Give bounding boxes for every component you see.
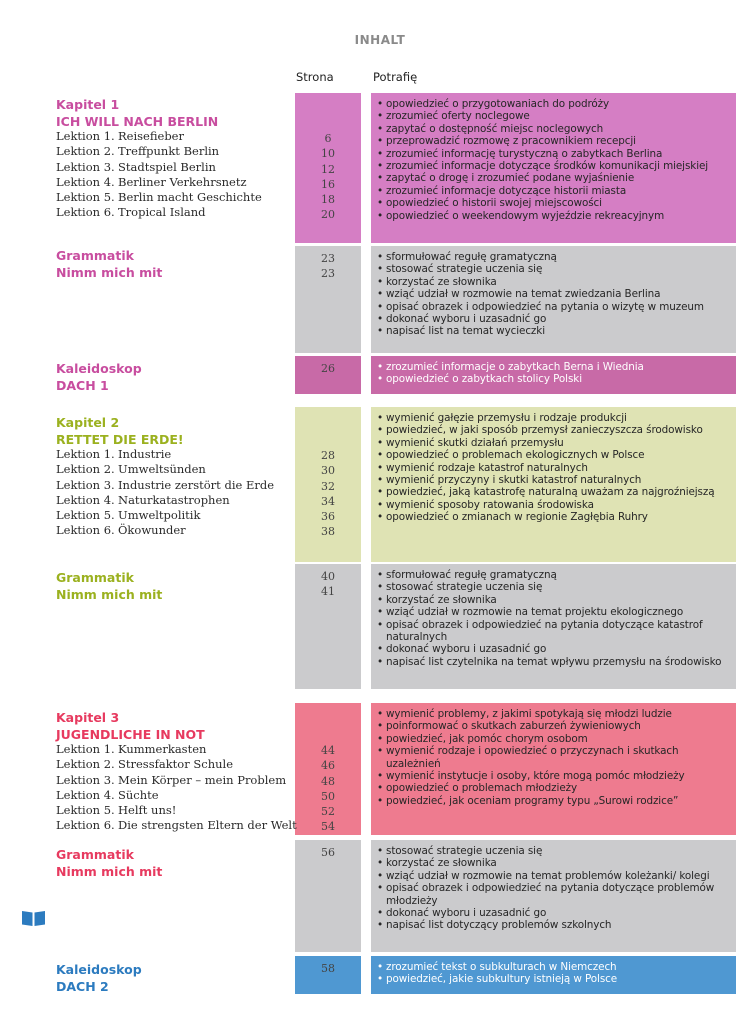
lesson-title: Tropical Island (118, 205, 206, 220)
page-number: 56 (321, 846, 335, 859)
lesson-title: Umweltpolitik (118, 508, 201, 523)
skill-item (377, 449, 728, 461)
skill-text: zrozumieć informacje dotyczące historii miasta (386, 184, 627, 197)
bullet-icon: • (377, 110, 384, 123)
skill-text: korzystać ze słownika (386, 857, 497, 870)
skill-text: powiedzieć, jaką katastrofę naturalną uważam za najgroźniejszą (386, 486, 715, 499)
skills-k3 (371, 703, 736, 835)
bullet-icon: • (377, 919, 384, 932)
kapitel-number: Kapitel 3 (56, 710, 120, 725)
bullet-icon: • (377, 135, 384, 148)
skill-text: wymienić przyczyny i skutki katastrof naturalnych (386, 474, 642, 487)
skill-text: napisać list dotyczący problemów szkolnych (386, 919, 612, 932)
page-numbers (295, 961, 361, 976)
lesson-row[interactable] (56, 523, 274, 538)
skills-d2 (371, 956, 736, 994)
skill-text: wziąć udział w rozmowie na temat projektu ekologicznego (386, 606, 684, 619)
lesson-title: Helft uns! (118, 803, 177, 818)
lesson-number: Lektion 2. (56, 462, 115, 477)
skill-item (377, 474, 728, 486)
section-sublabel: Nimm mich mit (56, 265, 163, 280)
bullet-icon: • (377, 655, 384, 668)
skill-item (377, 569, 728, 581)
page-number: 26 (321, 362, 335, 375)
lesson-row[interactable] (56, 773, 297, 788)
bullet-icon: • (377, 313, 384, 326)
page-number: 54 (321, 820, 335, 834)
kapitel-number: Kapitel 2 (56, 415, 120, 430)
skill-text: sformułować regułę gramatyczną (386, 251, 557, 263)
section-sublabel: Nimm mich mit (56, 587, 163, 602)
page-number: 36 (321, 510, 335, 524)
lesson-row[interactable] (56, 478, 274, 493)
skill-text: wymienić gałęzie przemysłu i rodzaje produkcji (386, 412, 627, 424)
page-number: 44 (321, 744, 335, 757)
kapitel-name: ICH WILL NACH BERLIN (56, 114, 219, 129)
lesson-row[interactable] (56, 803, 297, 818)
page-number: 23 (321, 267, 335, 281)
page-number: 23 (321, 252, 335, 265)
bullet-icon: • (377, 593, 384, 606)
skills-g1 (371, 246, 736, 353)
lesson-row[interactable] (56, 190, 262, 205)
lesson-number: Lektion 4. (56, 174, 115, 189)
skill-text: wziąć udział w rozmowie na temat problemów koleżanki/ kolegi (386, 869, 710, 882)
lesson-number: Lektion 5. (56, 508, 115, 523)
skill-text: wziąć udział w rozmowie na temat zwiedzania Berlina (386, 288, 661, 301)
lesson-title: Süchte (118, 787, 159, 802)
bullet-icon: • (377, 160, 384, 173)
lesson-title: Naturkatastrophen (118, 492, 230, 507)
skill-item (377, 251, 728, 263)
skill-text: opowiedzieć o weekendowym wyjeździe rekreacyjnym (386, 209, 665, 222)
skill-text: wymienić sposoby ratowania środowiska (386, 498, 594, 511)
skill-item (377, 361, 728, 373)
lesson-row[interactable] (56, 205, 262, 220)
skill-text: opowiedzieć o zabytkach stolicy Polski (386, 373, 582, 386)
section-label: Grammatik (56, 847, 134, 862)
skill-item (377, 656, 728, 668)
lesson-list (56, 129, 262, 221)
skill-text: zrozumieć tekst o subkulturach w Niemczech (386, 961, 617, 973)
lesson-number: Lektion 3. (56, 159, 115, 174)
skill-text: dokonać wyboru i uzasadnić go (386, 907, 547, 920)
page-number: 38 (321, 525, 335, 539)
skill-item (377, 745, 728, 770)
bullet-icon: • (377, 263, 384, 276)
page-number: 30 (321, 464, 335, 478)
skills-g2 (371, 564, 736, 689)
lesson-number: Lektion 1. (56, 742, 115, 756)
skill-text: poinformować o skutkach zaburzeń żywieniowych (386, 720, 641, 733)
lesson-number: Lektion 6. (56, 205, 115, 220)
skill-text: napisać list na temat wycieczki (386, 325, 545, 338)
page-number: 40 (321, 570, 335, 583)
section-label: Grammatik (56, 248, 134, 263)
lesson-number: Lektion 5. (56, 803, 115, 818)
page-number: 6 (324, 132, 332, 145)
kapitel-number: Kapitel 1 (56, 97, 120, 112)
skill-item (377, 511, 728, 523)
lesson-number: Lektion 4. (56, 492, 115, 507)
skill-text: napisać list czytelnika na temat wpływu przemysłu na środowisko (386, 655, 722, 668)
skill-text: sformułować regułę gramatyczną (386, 569, 557, 581)
skill-text: przeprowadzić rozmowę z pracownikiem recepcji (386, 135, 636, 148)
skill-text: opowiedzieć o zmianach w regionie Zagłębia Ruhry (386, 511, 648, 524)
skill-item (377, 594, 728, 606)
skill-text: wymienić rodzaje katastrof naturalnych (386, 461, 588, 474)
skill-text: korzystać ze słownika (386, 593, 497, 606)
lesson-title: Berlin macht Geschichte (118, 190, 262, 205)
bullet-icon: • (377, 361, 384, 373)
skill-text: powiedzieć, jak pomóc chorym osobom (386, 732, 588, 745)
section-sublabel: Nimm mich mit (56, 864, 163, 879)
lesson-row[interactable] (56, 447, 274, 462)
lesson-title: Kummerkasten (118, 742, 207, 756)
lesson-row[interactable] (56, 129, 262, 144)
bullet-icon: • (377, 869, 384, 882)
skill-item (377, 276, 728, 288)
lesson-number: Lektion 5. (56, 190, 115, 205)
skill-text: wymienić problemy, z jakimi spotykają się młodzi ludzie (386, 708, 672, 720)
bullet-icon: • (377, 122, 384, 135)
skill-item (377, 486, 728, 498)
bullet-icon: • (377, 732, 384, 745)
skill-text: opowiedzieć o problemach młodzieży (386, 782, 578, 795)
bullet-icon: • (377, 197, 384, 210)
skill-text: zrozumieć informacje o zabytkach Berna i Wiednia (386, 361, 644, 373)
skill-text: stosować strategie uczenia się (386, 263, 543, 276)
bullet-icon: • (377, 275, 384, 288)
bullet-icon: • (377, 486, 384, 499)
skill-text: opisać obrazek i odpowiedzieć na pytania dotyczące problemów młodzieży (386, 882, 715, 907)
skill-item (377, 581, 728, 593)
page-numbers (295, 569, 361, 600)
page-number: 48 (321, 774, 335, 788)
lesson-number: Lektion 2. (56, 144, 115, 159)
page-number: 34 (321, 494, 335, 508)
bullet-icon: • (377, 961, 384, 973)
skill-item (377, 373, 728, 385)
skill-text: dokonać wyboru i uzasadnić go (386, 313, 547, 326)
skill-item (377, 263, 728, 275)
skill-text: opisać obrazek i odpowiedzieć na pytania o wizytę w muzeum (386, 300, 704, 313)
skill-item (377, 720, 728, 732)
skill-item (377, 210, 728, 222)
lesson-row[interactable] (56, 788, 297, 803)
page-numbers (295, 251, 361, 282)
lesson-number: Lektion 6. (56, 818, 115, 833)
page-number: 50 (321, 789, 335, 803)
skill-item (377, 301, 728, 313)
lesson-title: Industrie (118, 447, 172, 461)
skill-text: dokonać wyboru i uzasadnić go (386, 643, 547, 656)
skill-item (377, 160, 728, 172)
bullet-icon: • (377, 373, 384, 386)
bullet-icon: • (377, 845, 384, 857)
lesson-row[interactable] (56, 818, 297, 833)
skill-text: powiedzieć, w jaki sposób przemysł zanieczyszcza środowisko (386, 424, 703, 437)
page-number: 41 (321, 585, 335, 599)
skill-text: wymienić skutki działań przemysłu (386, 436, 564, 449)
skill-item (377, 795, 728, 807)
skills-d1 (371, 356, 736, 394)
skill-item (377, 462, 728, 474)
skills-k1 (371, 93, 736, 243)
page-numbers (295, 131, 361, 223)
lesson-number: Lektion 3. (56, 772, 115, 787)
lesson-row[interactable] (56, 160, 262, 175)
skill-item (377, 197, 728, 209)
lesson-list (56, 742, 297, 834)
book-icon (22, 910, 45, 926)
skill-item (377, 424, 728, 436)
bullet-icon: • (377, 708, 384, 720)
skill-item (377, 437, 728, 449)
section-sublabel: DACH 1 (56, 378, 109, 393)
page-title: INHALT (354, 33, 406, 47)
kapitel-name: JUGENDLICHE IN NOT (56, 727, 205, 742)
lesson-title: Stressfaktor Schule (118, 757, 233, 772)
lesson-row[interactable] (56, 144, 262, 159)
lesson-list (56, 447, 274, 539)
skill-item (377, 185, 728, 197)
page-number: 10 (321, 147, 335, 161)
kapitel-name: RETTET DIE ERDE! (56, 432, 184, 447)
lesson-title: Berliner Verkehrsnetz (118, 174, 247, 189)
skills-g3 (371, 840, 736, 952)
skill-item (377, 770, 728, 782)
section-label: Grammatik (56, 570, 134, 585)
page-number: 28 (321, 449, 335, 462)
skill-item (377, 172, 728, 184)
lesson-number: Lektion 2. (56, 757, 115, 772)
skills-k2 (371, 407, 736, 562)
bullet-icon: • (377, 449, 384, 462)
skill-item (377, 325, 728, 337)
skill-item (377, 123, 728, 135)
skill-text: powiedzieć, jakie subkultury istnieją w Polsce (386, 973, 618, 986)
bullet-icon: • (377, 643, 384, 656)
section-sublabel: DACH 2 (56, 979, 109, 994)
bullet-icon: • (377, 184, 384, 197)
bullet-icon: • (377, 498, 384, 511)
page-number: 18 (321, 193, 335, 207)
skill-text: zrozumieć informacje dotyczące środków komunikacji miejskiej (386, 160, 709, 173)
lesson-title: Treffpunkt Berlin (118, 144, 220, 159)
column-header-strona: Strona (296, 70, 334, 84)
lesson-title: Industrie zerstört die Erde (118, 477, 275, 492)
bullet-icon: • (377, 745, 384, 758)
skill-item (377, 98, 728, 110)
bullet-icon: • (377, 172, 384, 185)
lesson-row[interactable] (56, 175, 262, 190)
bullet-icon: • (377, 907, 384, 920)
skill-item (377, 973, 728, 985)
lesson-number: Lektion 3. (56, 477, 115, 492)
bullet-icon: • (377, 209, 384, 222)
skill-item (377, 857, 728, 869)
skill-text: opowiedzieć o problemach ekologicznych w Polsce (386, 449, 645, 462)
bullet-icon: • (377, 606, 384, 619)
bullet-icon: • (377, 474, 384, 487)
skill-item (377, 733, 728, 745)
bullet-icon: • (377, 412, 384, 424)
page-number: 46 (321, 759, 335, 773)
skill-item (377, 148, 728, 160)
bullet-icon: • (377, 300, 384, 313)
page-number: 58 (321, 962, 335, 975)
skill-item (377, 288, 728, 300)
column-header-potrafie: Potrafię (373, 70, 418, 84)
skill-text: opisać obrazek i odpowiedzieć na pytania dotyczące katastrof naturalnych (386, 618, 703, 644)
skill-text: stosować strategie uczenia się (386, 845, 543, 857)
bullet-icon: • (377, 461, 384, 474)
skill-text: opowiedzieć o przygotowaniach do podróży (386, 98, 610, 110)
skill-text: wymienić instytucje i osoby, które mogą pomóc młodzieży (386, 770, 685, 783)
skill-item (377, 499, 728, 511)
skill-text: stosować strategie uczenia się (386, 581, 543, 594)
bullet-icon: • (377, 794, 384, 807)
skill-item (377, 313, 728, 325)
skill-text: korzystać ze słownika (386, 275, 497, 288)
section-label: Kaleidoskop (56, 962, 142, 977)
lesson-row[interactable] (56, 757, 297, 772)
page-numbers (295, 845, 361, 860)
skill-item (377, 907, 728, 919)
skill-item (377, 619, 728, 644)
bullet-icon: • (377, 98, 384, 110)
skill-item (377, 708, 728, 720)
skill-text: zrozumieć oferty noclegowe (386, 110, 530, 123)
skill-text: zapytać o dostępność miejsc noclegowych (386, 122, 604, 135)
skill-item (377, 845, 728, 857)
skill-text: opowiedzieć o historii swojej miejscowości (386, 197, 602, 210)
lesson-title: Mein Körper – mein Problem (118, 772, 287, 787)
page-number: 16 (321, 177, 335, 191)
lesson-title: Reisefieber (118, 129, 184, 143)
skill-text: zapytać o drogę i zrozumieć podane wyjaśnienie (386, 172, 635, 185)
bullet-icon: • (377, 770, 384, 783)
lesson-title: Umweltsünden (118, 462, 206, 477)
skill-item (377, 961, 728, 973)
lesson-row[interactable] (56, 742, 297, 757)
skill-text: powiedzieć, jak oceniam programy typu „Surowi rodzice” (386, 794, 679, 807)
page-numbers (295, 361, 361, 376)
bullet-icon: • (377, 882, 384, 895)
section-label: Kaleidoskop (56, 361, 142, 376)
page-number: 52 (321, 805, 335, 819)
bullet-icon: • (377, 147, 384, 160)
page-number: 12 (321, 162, 335, 176)
page-numbers (295, 448, 361, 540)
lesson-row[interactable] (56, 462, 274, 477)
lesson-title: Die strengsten Eltern der Welt (118, 818, 297, 833)
bullet-icon: • (377, 511, 384, 524)
skill-item (377, 643, 728, 655)
skill-text: zrozumieć informację turystyczną o zabytkach Berlina (386, 147, 663, 160)
lesson-row[interactable] (56, 493, 274, 508)
bullet-icon: • (377, 569, 384, 581)
bullet-icon: • (377, 581, 384, 594)
lesson-number: Lektion 6. (56, 523, 115, 538)
lesson-row[interactable] (56, 508, 274, 523)
skill-item (377, 606, 728, 618)
skill-item (377, 110, 728, 122)
lesson-title: Stadtspiel Berlin (118, 159, 216, 174)
bullet-icon: • (377, 436, 384, 449)
skill-item (377, 782, 728, 794)
bullet-icon: • (377, 857, 384, 870)
bullet-icon: • (377, 288, 384, 301)
skill-text: wymienić rodzaje i opowiedzieć o przyczynach i skutkach uzależnień (386, 745, 679, 770)
skill-item (377, 412, 728, 424)
skill-item (377, 870, 728, 882)
skill-item (377, 882, 728, 907)
bullet-icon: • (377, 325, 384, 338)
bullet-icon: • (377, 618, 384, 631)
skill-item (377, 919, 728, 931)
page-number: 32 (321, 479, 335, 493)
bullet-icon: • (377, 424, 384, 437)
skill-item (377, 135, 728, 147)
page-numbers (295, 743, 361, 835)
bullet-icon: • (377, 251, 384, 263)
lesson-number: Lektion 1. (56, 447, 115, 461)
bullet-icon: • (377, 973, 384, 986)
bullet-icon: • (377, 720, 384, 733)
lesson-title: Ökowunder (118, 523, 186, 538)
lesson-number: Lektion 1. (56, 129, 115, 143)
bullet-icon: • (377, 782, 384, 795)
page-number: 20 (321, 208, 335, 222)
lesson-number: Lektion 4. (56, 787, 115, 802)
